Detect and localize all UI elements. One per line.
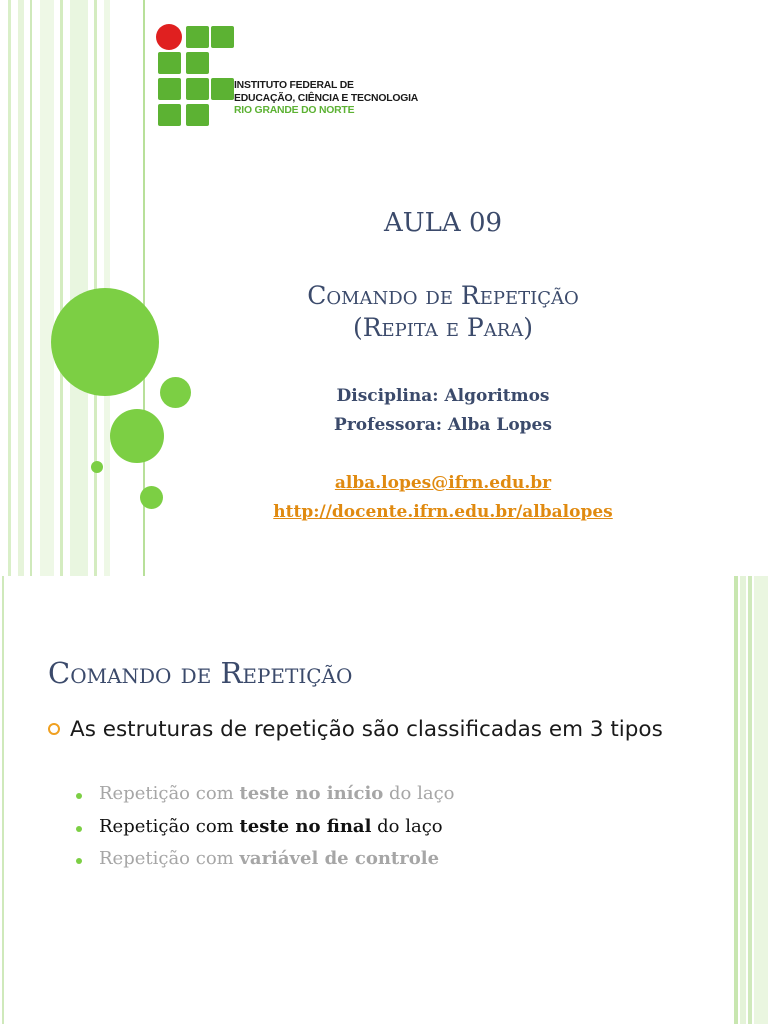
list-item-highlighted: Repetição com teste no final do laço (80, 816, 443, 837)
logo-line-3: RIO GRANDE DO NORTE (234, 105, 355, 116)
logo-red-dot (156, 24, 182, 50)
content-title: Comando de Repetição (48, 656, 353, 690)
slide-subtitle (120, 280, 766, 344)
decor-stripe (754, 576, 768, 1024)
discipline-text: Disciplina: Algoritmos (336, 386, 550, 406)
list-item: Repetição com teste no início do laço (80, 783, 455, 804)
decor-stripe (30, 0, 32, 576)
decor-stripe (2, 576, 4, 1024)
decor-stripe (70, 0, 88, 576)
dot-bullet-icon (76, 793, 82, 799)
decor-stripe (740, 576, 746, 1024)
contact-links (120, 469, 766, 527)
decor-stripe (734, 576, 738, 1024)
decor-stripe (8, 0, 11, 576)
website-link[interactable]: http://docente.ifrn.edu.br/albalopes (273, 502, 613, 522)
dot-bullet-icon (76, 826, 82, 832)
decor-stripe (40, 0, 54, 576)
list-item: Repetição com variável de controle (80, 848, 439, 869)
content-slide (0, 576, 768, 1024)
logo-line-1: INSTITUTO FEDERAL DE (234, 80, 354, 91)
logo-text (234, 80, 418, 118)
main-bullet (48, 714, 688, 745)
subtitle-line-1: Comando de Repetição (307, 281, 579, 310)
dot-bullet-icon (76, 858, 82, 864)
teacher-text: Professora: Alba Lopes (334, 415, 552, 435)
email-link[interactable]: alba.lopes@ifrn.edu.br (334, 473, 552, 493)
logo-line-2: EDUCAÇÃO, CIÊNCIA E TECNOLOGIA (234, 92, 419, 104)
decor-stripe (60, 0, 63, 576)
course-info (120, 382, 766, 440)
decor-stripe (18, 0, 24, 576)
institution-logo (156, 24, 419, 128)
decor-stripe (748, 576, 752, 1024)
slide-title: AULA 09 (383, 208, 503, 238)
ring-bullet-icon (48, 723, 60, 735)
decor-circle (91, 461, 103, 473)
main-bullet-text: As estruturas de repetição são classificadas em 3 tipos (70, 717, 663, 742)
subtitle-line-2: (Repita e Para) (352, 313, 534, 342)
